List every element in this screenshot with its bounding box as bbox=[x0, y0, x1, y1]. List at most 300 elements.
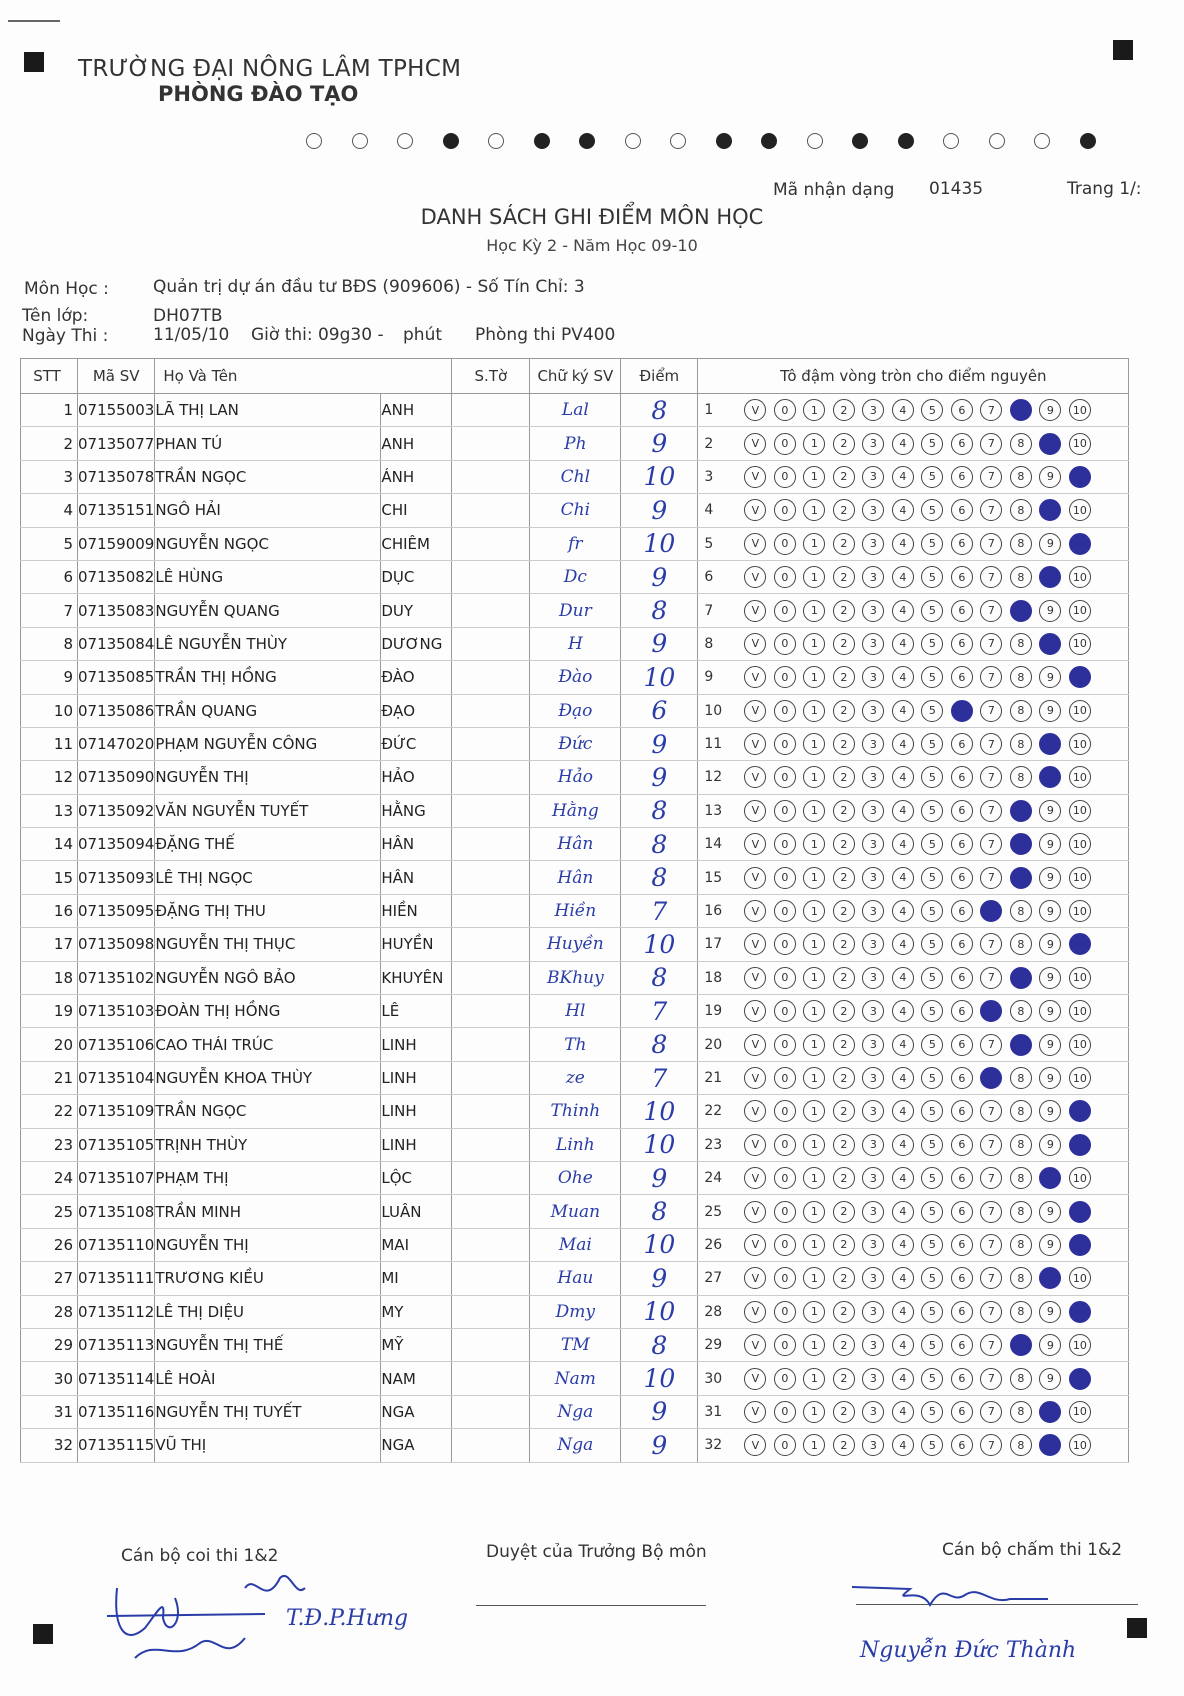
grade-bubble: 6 bbox=[951, 499, 973, 521]
grade-bubble: 2 bbox=[833, 1000, 855, 1022]
timing-dot-filled bbox=[761, 133, 777, 149]
bubble-row-index: 25 bbox=[704, 1203, 723, 1220]
grade-bubble: 4 bbox=[892, 900, 914, 922]
bubble-row-index: 12 bbox=[704, 769, 723, 786]
grade-bubble: 5 bbox=[921, 766, 943, 788]
student-first-name: MY bbox=[381, 1295, 452, 1328]
department-name: PHÒNG ĐÀO TẠO bbox=[158, 82, 359, 106]
bubble-row bbox=[698, 1030, 1128, 1060]
grade-bubble: 6 bbox=[951, 733, 973, 755]
grade-bubble: 0 bbox=[774, 1401, 796, 1423]
grade-bubble: 8 bbox=[1010, 700, 1032, 722]
grade-bubble: 3 bbox=[862, 766, 884, 788]
grade-bubble: V bbox=[744, 1100, 766, 1122]
grade-bubble: 6 bbox=[951, 766, 973, 788]
grade-bubble: 7 bbox=[980, 967, 1002, 989]
grade-bubble: 2 bbox=[833, 933, 855, 955]
table-row bbox=[21, 1395, 1129, 1428]
grade-bubble: 1 bbox=[803, 1167, 825, 1189]
grade-bubble: 6 bbox=[951, 1201, 973, 1223]
handwritten-score: 9 bbox=[621, 1262, 698, 1295]
grade-bubble: 2 bbox=[833, 867, 855, 889]
handwritten-score: 9 bbox=[621, 627, 698, 660]
grade-bubble: 3 bbox=[862, 1067, 884, 1089]
student-first-name: CHIÊM bbox=[381, 527, 452, 560]
table-row bbox=[21, 661, 1129, 694]
class-label: Tên lớp: bbox=[22, 306, 89, 326]
student-first-name: ĐẠO bbox=[381, 694, 452, 727]
student-first-name: HIỀN bbox=[381, 894, 452, 927]
handwritten-score: 9 bbox=[621, 560, 698, 593]
handwritten-score: 7 bbox=[621, 995, 698, 1028]
grade-bubble-filled bbox=[1010, 800, 1032, 822]
grade-bubble-filled bbox=[1069, 533, 1091, 555]
grade-bubble-filled bbox=[1010, 967, 1032, 989]
sheet-count bbox=[452, 861, 530, 894]
grade-bubble: 8 bbox=[1010, 1134, 1032, 1156]
bubble-row-index: 20 bbox=[704, 1036, 723, 1053]
timing-dot-empty bbox=[943, 133, 959, 149]
grade-bubble: 1 bbox=[803, 1100, 825, 1122]
timing-dot-empty bbox=[1034, 133, 1050, 149]
grade-bubble: 5 bbox=[921, 867, 943, 889]
bubble-row bbox=[698, 1297, 1128, 1327]
grade-bubble: V bbox=[744, 499, 766, 521]
grade-bubble: 10 bbox=[1069, 1401, 1091, 1423]
bubble-cell bbox=[698, 761, 1129, 794]
student-id: 07135095 bbox=[78, 894, 155, 927]
student-signature: Th bbox=[530, 1028, 621, 1061]
grade-bubble: 2 bbox=[833, 633, 855, 655]
grade-bubble: 5 bbox=[921, 1334, 943, 1356]
sheet-count bbox=[452, 794, 530, 827]
grade-bubble: 1 bbox=[803, 766, 825, 788]
bubble-cell bbox=[698, 928, 1129, 961]
grade-bubble: 8 bbox=[1010, 900, 1032, 922]
student-id: 07135109 bbox=[78, 1095, 155, 1128]
bubble-row-index: 29 bbox=[704, 1337, 723, 1354]
grade-bubble: 2 bbox=[833, 1234, 855, 1256]
grade-bubble: 0 bbox=[774, 833, 796, 855]
bubble-cell bbox=[698, 1429, 1129, 1462]
student-id: 07135115 bbox=[78, 1429, 155, 1462]
grade-bubble: 6 bbox=[951, 1434, 973, 1456]
grade-bubble: 2 bbox=[833, 1167, 855, 1189]
student-id: 07135108 bbox=[78, 1195, 155, 1228]
table-row bbox=[21, 1262, 1129, 1295]
grade-bubble: 1 bbox=[803, 1267, 825, 1289]
student-signature: ze bbox=[530, 1061, 621, 1094]
grade-bubble: 7 bbox=[980, 499, 1002, 521]
grade-bubble: 3 bbox=[862, 499, 884, 521]
grade-bubble: 4 bbox=[892, 1368, 914, 1390]
grade-bubble: 10 bbox=[1069, 700, 1091, 722]
grade-bubble: V bbox=[744, 867, 766, 889]
student-first-name: HẢO bbox=[381, 761, 452, 794]
table-row bbox=[21, 727, 1129, 760]
grade-bubble: 1 bbox=[803, 1401, 825, 1423]
grade-bubble: 9 bbox=[1039, 867, 1061, 889]
student-last-name: LÊ HOÀI bbox=[155, 1362, 381, 1395]
row-stt: 6 bbox=[21, 560, 78, 593]
row-stt: 27 bbox=[21, 1262, 78, 1295]
grade-bubble: V bbox=[744, 1234, 766, 1256]
grade-bubble: V bbox=[744, 633, 766, 655]
handwritten-score: 9 bbox=[621, 1429, 698, 1462]
grade-bubble: 2 bbox=[833, 1434, 855, 1456]
grade-bubble: 8 bbox=[1010, 1167, 1032, 1189]
grade-bubble: 8 bbox=[1010, 1234, 1032, 1256]
grade-bubble: 8 bbox=[1010, 466, 1032, 488]
grade-bubble: 0 bbox=[774, 533, 796, 555]
row-stt: 16 bbox=[21, 894, 78, 927]
row-stt: 14 bbox=[21, 828, 78, 861]
grade-bubble: V bbox=[744, 1134, 766, 1156]
row-stt: 9 bbox=[21, 661, 78, 694]
grade-bubble: 1 bbox=[803, 800, 825, 822]
row-stt: 32 bbox=[21, 1429, 78, 1462]
grade-bubble: 6 bbox=[951, 867, 973, 889]
table-row bbox=[21, 1128, 1129, 1161]
timing-dot-empty bbox=[989, 133, 1005, 149]
grade-bubble: 7 bbox=[980, 1401, 1002, 1423]
grade-bubble: 2 bbox=[833, 1201, 855, 1223]
student-id: 07135151 bbox=[78, 494, 155, 527]
grade-bubble: 3 bbox=[862, 533, 884, 555]
grade-bubble: 5 bbox=[921, 1000, 943, 1022]
grade-bubble: 0 bbox=[774, 1434, 796, 1456]
grade-bubble: 1 bbox=[803, 1034, 825, 1056]
student-id: 07135116 bbox=[78, 1395, 155, 1428]
grade-bubble: 5 bbox=[921, 633, 943, 655]
sheet-count bbox=[452, 1095, 530, 1128]
student-id: 07155003 bbox=[78, 394, 155, 427]
student-last-name: TRẦN MINH bbox=[155, 1195, 381, 1228]
bubble-cell bbox=[698, 1195, 1129, 1228]
grade-bubble: 7 bbox=[980, 566, 1002, 588]
sheet-count bbox=[452, 727, 530, 760]
grade-bubble: 7 bbox=[980, 700, 1002, 722]
grade-bubble: 6 bbox=[951, 1267, 973, 1289]
bubble-row-index: 18 bbox=[704, 969, 723, 986]
grade-bubble: 0 bbox=[774, 1368, 796, 1390]
grade-bubble: 3 bbox=[862, 1434, 884, 1456]
grade-bubble: 4 bbox=[892, 1434, 914, 1456]
proctor-signature: T.Đ.P.Hưng bbox=[286, 1606, 409, 1631]
grade-bubble: 7 bbox=[980, 1234, 1002, 1256]
row-stt: 30 bbox=[21, 1362, 78, 1395]
grade-bubble: 10 bbox=[1069, 900, 1091, 922]
grade-bubble: 1 bbox=[803, 433, 825, 455]
bubble-row bbox=[698, 762, 1128, 792]
table-row bbox=[21, 1095, 1129, 1128]
student-last-name: NGUYỄN KHOA THÙY bbox=[155, 1061, 381, 1094]
student-signature: Chi bbox=[530, 494, 621, 527]
student-signature: Dc bbox=[530, 560, 621, 593]
grade-bubble: 1 bbox=[803, 533, 825, 555]
handwritten-score: 9 bbox=[621, 1161, 698, 1194]
bubble-row-index: 31 bbox=[704, 1403, 723, 1420]
grade-bubble: 5 bbox=[921, 1267, 943, 1289]
table-row bbox=[21, 828, 1129, 861]
student-first-name: ANH bbox=[381, 427, 452, 460]
grade-bubble: 8 bbox=[1010, 1067, 1032, 1089]
sheet-count bbox=[452, 1228, 530, 1261]
bubble-cell bbox=[698, 694, 1129, 727]
grade-bubble: 2 bbox=[833, 433, 855, 455]
grade-bubble: 7 bbox=[980, 1301, 1002, 1323]
grade-bubble: 1 bbox=[803, 399, 825, 421]
grade-bubble: 9 bbox=[1039, 399, 1061, 421]
grade-bubble-filled bbox=[1039, 433, 1061, 455]
grade-bubble: 9 bbox=[1039, 1067, 1061, 1089]
grade-bubble: 6 bbox=[951, 633, 973, 655]
student-last-name: NGÔ HẢI bbox=[155, 494, 381, 527]
grade-bubble: V bbox=[744, 666, 766, 688]
bubble-row bbox=[698, 796, 1128, 826]
table-row bbox=[21, 1161, 1129, 1194]
grade-bubble: 4 bbox=[892, 533, 914, 555]
student-signature: Đức bbox=[530, 727, 621, 760]
timing-dot-filled bbox=[898, 133, 914, 149]
timing-dot-filled bbox=[534, 133, 550, 149]
student-id: 07135083 bbox=[78, 594, 155, 627]
student-id: 07135082 bbox=[78, 560, 155, 593]
bubble-cell bbox=[698, 995, 1129, 1028]
bubble-cell bbox=[698, 1061, 1129, 1094]
handwritten-score: 8 bbox=[621, 1028, 698, 1061]
bubble-row-index: 21 bbox=[704, 1070, 723, 1086]
grade-bubble: 0 bbox=[774, 800, 796, 822]
sheet-count bbox=[452, 494, 530, 527]
sheet-count bbox=[452, 1295, 530, 1328]
bubble-cell bbox=[698, 460, 1129, 493]
grade-bubble: V bbox=[744, 399, 766, 421]
bubble-row bbox=[698, 963, 1128, 993]
grade-bubble: 4 bbox=[892, 800, 914, 822]
sheet-count bbox=[452, 1061, 530, 1094]
grader-label: Cán bộ chấm thi 1&2 bbox=[942, 1540, 1123, 1560]
time-text: Giờ thi: 09g30 - bbox=[251, 325, 384, 345]
grade-bubble: 0 bbox=[774, 399, 796, 421]
grade-bubble: 6 bbox=[951, 433, 973, 455]
grade-bubble: 6 bbox=[951, 967, 973, 989]
grade-bubble: 5 bbox=[921, 399, 943, 421]
grade-bubble: 6 bbox=[951, 466, 973, 488]
handwritten-score: 9 bbox=[621, 761, 698, 794]
student-last-name: NGUYỄN NGÔ BẢO bbox=[155, 961, 381, 994]
bubble-row bbox=[698, 1130, 1128, 1160]
grade-bubble: 3 bbox=[862, 1201, 884, 1223]
student-id: 07135086 bbox=[78, 694, 155, 727]
bubble-row-index: 2 bbox=[704, 435, 714, 452]
grade-bubble: 9 bbox=[1039, 600, 1061, 622]
grade-bubble: 4 bbox=[892, 1201, 914, 1223]
bubble-row-index: 13 bbox=[704, 802, 723, 819]
student-first-name: MI bbox=[381, 1262, 452, 1295]
handwritten-score: 8 bbox=[621, 961, 698, 994]
col-name: Họ Và Tên bbox=[155, 359, 452, 394]
bubble-cell bbox=[698, 494, 1129, 527]
timing-dot-empty bbox=[488, 133, 504, 149]
grade-bubble: 2 bbox=[833, 1368, 855, 1390]
registration-mark bbox=[1127, 1618, 1147, 1638]
student-signature: Muan bbox=[530, 1195, 621, 1228]
grade-bubble: V bbox=[744, 1334, 766, 1356]
handwritten-score: 7 bbox=[621, 1061, 698, 1094]
grade-bubble: 7 bbox=[980, 1034, 1002, 1056]
grade-bubble: 8 bbox=[1010, 566, 1032, 588]
student-first-name: NAM bbox=[381, 1362, 452, 1395]
student-signature: Hân bbox=[530, 861, 621, 894]
grade-bubble: 1 bbox=[803, 733, 825, 755]
handwritten-score: 10 bbox=[621, 661, 698, 694]
grade-bubble: 3 bbox=[862, 600, 884, 622]
bubble-row bbox=[698, 1364, 1128, 1394]
bubble-row bbox=[698, 1163, 1128, 1193]
row-stt: 18 bbox=[21, 961, 78, 994]
bubble-row bbox=[698, 896, 1128, 926]
bubble-row-index: 4 bbox=[704, 502, 714, 519]
grade-bubble: 0 bbox=[774, 1034, 796, 1056]
grade-bubble: 4 bbox=[892, 766, 914, 788]
timing-dot-empty bbox=[625, 133, 641, 149]
student-signature: Ph bbox=[530, 427, 621, 460]
grade-bubble: 0 bbox=[774, 1334, 796, 1356]
sheet-count bbox=[452, 995, 530, 1028]
grade-bubble: V bbox=[744, 1167, 766, 1189]
grade-bubble: V bbox=[744, 900, 766, 922]
student-last-name: TRỊNH THÙY bbox=[155, 1128, 381, 1161]
grade-bubble-filled bbox=[1039, 1167, 1061, 1189]
student-id: 07135092 bbox=[78, 794, 155, 827]
timing-dot-filled bbox=[716, 133, 732, 149]
bubble-row bbox=[698, 495, 1128, 525]
grade-bubble: 1 bbox=[803, 633, 825, 655]
grade-bubble-filled bbox=[1069, 933, 1091, 955]
timing-dot-empty bbox=[352, 133, 368, 149]
row-stt: 2 bbox=[21, 427, 78, 460]
bubble-cell bbox=[698, 394, 1129, 427]
handwritten-score: 9 bbox=[621, 727, 698, 760]
grade-bubble: 9 bbox=[1039, 1334, 1061, 1356]
grade-bubble: 7 bbox=[980, 633, 1002, 655]
signature-line bbox=[476, 1605, 706, 1606]
date-value: 11/05/10 bbox=[153, 325, 230, 345]
grade-bubble: 5 bbox=[921, 499, 943, 521]
student-last-name: CAO THÁI TRÚC bbox=[155, 1028, 381, 1061]
grade-bubble: 1 bbox=[803, 499, 825, 521]
student-signature: Hảo bbox=[530, 761, 621, 794]
grade-bubble: 6 bbox=[951, 1234, 973, 1256]
grade-bubble: 1 bbox=[803, 600, 825, 622]
bubble-row-index: 9 bbox=[704, 669, 714, 686]
grade-bubble: 0 bbox=[774, 1267, 796, 1289]
handwritten-score: 10 bbox=[621, 527, 698, 560]
student-first-name: MAI bbox=[381, 1228, 452, 1261]
student-id: 07135084 bbox=[78, 627, 155, 660]
grade-bubble: 7 bbox=[980, 1434, 1002, 1456]
student-last-name: VĂN NGUYỄN TUYẾT bbox=[155, 794, 381, 827]
grade-bubble-filled bbox=[980, 1067, 1002, 1089]
row-stt: 25 bbox=[21, 1195, 78, 1228]
grader-scribble bbox=[850, 1575, 1050, 1615]
student-first-name: NGA bbox=[381, 1429, 452, 1462]
id-label: Mã nhận dạng bbox=[773, 180, 895, 200]
student-last-name: ĐẶNG THẾ bbox=[155, 828, 381, 861]
bubble-row bbox=[698, 1397, 1128, 1427]
grade-bubble: V bbox=[744, 433, 766, 455]
student-id: 07135103 bbox=[78, 995, 155, 1028]
grade-bubble: V bbox=[744, 967, 766, 989]
student-signature: Chl bbox=[530, 460, 621, 493]
grade-bubble: 4 bbox=[892, 466, 914, 488]
grade-bubble: 5 bbox=[921, 1301, 943, 1323]
grade-bubble: 2 bbox=[833, 533, 855, 555]
row-stt: 10 bbox=[21, 694, 78, 727]
grade-bubble: 6 bbox=[951, 1100, 973, 1122]
bubble-row-index: 24 bbox=[704, 1170, 723, 1187]
student-last-name: NGUYỄN THỊ THỤC bbox=[155, 928, 381, 961]
table-row bbox=[21, 794, 1129, 827]
grade-bubble: 1 bbox=[803, 1000, 825, 1022]
grade-bubble: 5 bbox=[921, 800, 943, 822]
grade-bubble: 3 bbox=[862, 900, 884, 922]
grade-bubble: 4 bbox=[892, 833, 914, 855]
grade-bubble: 7 bbox=[980, 933, 1002, 955]
grade-bubble: 3 bbox=[862, 433, 884, 455]
row-stt: 29 bbox=[21, 1328, 78, 1361]
table-row bbox=[21, 761, 1129, 794]
table-row bbox=[21, 460, 1129, 493]
bubble-row bbox=[698, 1063, 1128, 1093]
grade-bubble: 4 bbox=[892, 666, 914, 688]
grade-bubble: 4 bbox=[892, 566, 914, 588]
grade-bubble: 9 bbox=[1039, 700, 1061, 722]
bubble-row bbox=[698, 1096, 1128, 1126]
grade-bubble: 7 bbox=[980, 1267, 1002, 1289]
student-signature: H bbox=[530, 627, 621, 660]
grade-bubble-filled bbox=[1069, 1134, 1091, 1156]
timing-dot-filled bbox=[443, 133, 459, 149]
grade-bubble: 3 bbox=[862, 933, 884, 955]
bubble-cell bbox=[698, 794, 1129, 827]
student-last-name: NGUYỄN THỊ THẾ bbox=[155, 1328, 381, 1361]
student-last-name: TRƯƠNG KIỀU bbox=[155, 1262, 381, 1295]
sheet-count bbox=[452, 1429, 530, 1462]
student-last-name: PHẠM THỊ bbox=[155, 1161, 381, 1194]
grade-bubble: 5 bbox=[921, 1034, 943, 1056]
table-row bbox=[21, 1195, 1129, 1228]
grade-bubble-filled bbox=[1039, 633, 1061, 655]
student-first-name: ĐỨC bbox=[381, 727, 452, 760]
grade-bubble: 3 bbox=[862, 466, 884, 488]
bubble-row-index: 16 bbox=[704, 903, 723, 920]
grade-bubble: 8 bbox=[1010, 1000, 1032, 1022]
grade-bubble: 10 bbox=[1069, 1434, 1091, 1456]
student-id: 07135090 bbox=[78, 761, 155, 794]
handwritten-score: 10 bbox=[621, 928, 698, 961]
grade-bubble: 5 bbox=[921, 1100, 943, 1122]
grade-bubble: 5 bbox=[921, 666, 943, 688]
grade-bubble: 0 bbox=[774, 433, 796, 455]
grade-bubble: 9 bbox=[1039, 800, 1061, 822]
handwritten-score: 9 bbox=[621, 1395, 698, 1428]
student-first-name: LINH bbox=[381, 1028, 452, 1061]
grade-bubble: 6 bbox=[951, 533, 973, 555]
bubble-cell bbox=[698, 1295, 1129, 1328]
grade-bubble: 10 bbox=[1069, 633, 1091, 655]
